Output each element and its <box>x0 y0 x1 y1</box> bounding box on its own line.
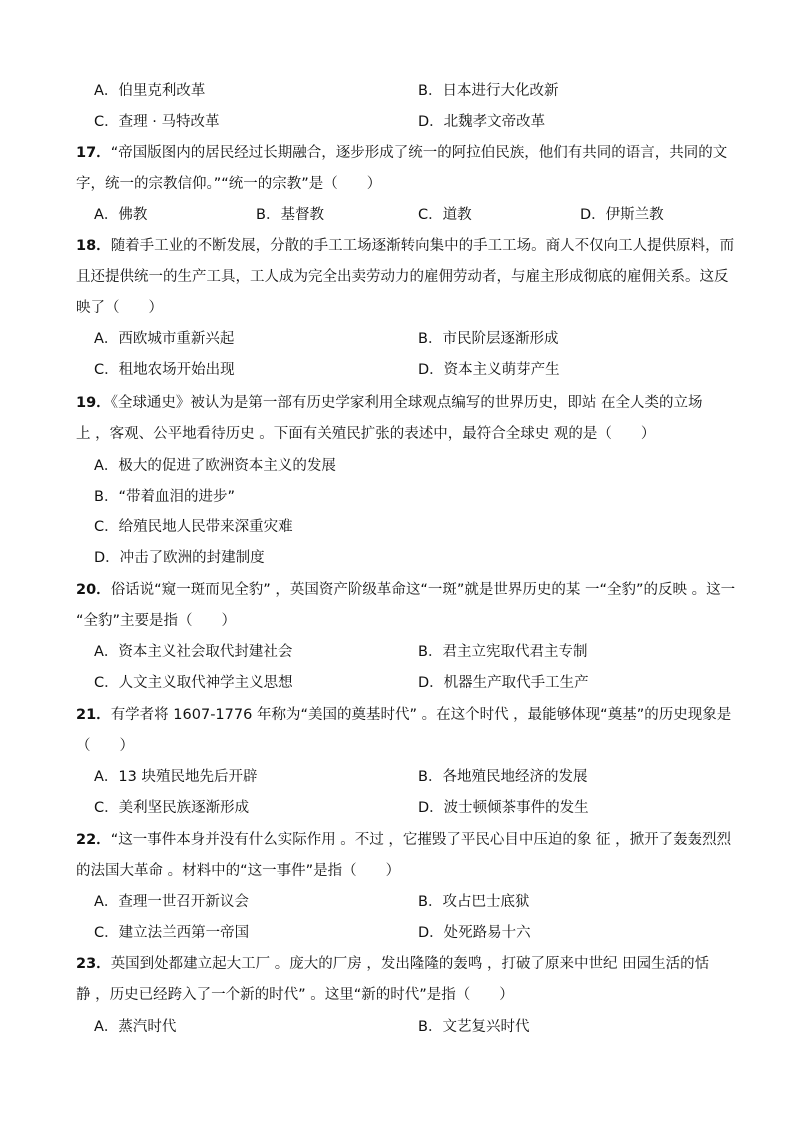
q20-option-a[interactable]: A．资本主义社会取代封建社会 <box>94 644 293 660</box>
q21-text-1: 有学者将 1607-1776 年称为“美国的奠基时代” 。在这个时代 ，最能够体现“奠基”的历史现象是 <box>110 707 732 723</box>
q16-option-c[interactable]: C．查理 · 马特改革 <box>94 114 220 130</box>
q20-stem-line-1 <box>76 580 756 600</box>
q20-option-b[interactable]: B．君主立宪取代君主专制 <box>418 644 588 660</box>
q18-option-a[interactable]: A．西欧城市重新兴起 <box>94 331 235 347</box>
q22-option-d[interactable]: D．处死路易十六 <box>418 925 531 941</box>
q18-option-c[interactable]: C．租地农场开始出现 <box>94 362 235 378</box>
q23-text-1: 英国到处都建立起大工厂 。庞大的厂房 ，发出隆隆的轰鸣 ，打破了原来中世纪 田园生活的恬 <box>110 956 710 972</box>
q18-number: 18． <box>76 238 111 254</box>
q22-stem-line-2: 的法国大革命 。材料中的“这一事件”是指（ ） <box>76 863 401 879</box>
q17-text-1: “帝国版图内的居民经过长期融合，逐步形成了统一的阿拉伯民族，他们有共同的语言，共同的文 <box>110 145 728 161</box>
q23-option-b[interactable]: B．文艺复兴时代 <box>418 1019 530 1035</box>
q20-stem-line-2: “全豹”主要是指（ ） <box>76 613 237 629</box>
q19-option-d[interactable]: D．冲击了欧洲的封建制度 <box>94 550 265 566</box>
q22-text-1: “这一事件本身并没有什么实际作用 。不过 ，它摧毁了平民心目中压迫的象 征 ，掀开了轰轰烈烈 <box>110 832 732 848</box>
q17-option-c[interactable]: C．道教 <box>418 207 472 223</box>
q23-stem-line-2: 静 ，历史已经跨入了一个新的时代” 。这里“新的时代”是指（ ） <box>76 987 514 1003</box>
q23-stem-line-1 <box>76 954 756 974</box>
q17-option-b[interactable]: B．基督教 <box>256 207 324 223</box>
q18-option-d[interactable]: D．资本主义萌芽产生 <box>418 362 560 378</box>
q21-option-a[interactable]: A．13 块殖民地先后开辟 <box>94 769 258 785</box>
q22-number: 22． <box>76 832 111 848</box>
q21-option-c[interactable]: C．美利坚民族逐渐形成 <box>94 800 250 816</box>
q21-option-b[interactable]: B．各地殖民地经济的发展 <box>418 769 588 785</box>
q19-stem-line-2: 上 ，客观、公平地看待历史 。下面有关殖民扩张的表述中，最符合全球史 观的是（ ） <box>76 426 656 442</box>
q17-number: 17． <box>76 145 111 161</box>
q18-stem-line-3: 映了（ ） <box>76 300 163 316</box>
q23-option-a[interactable]: A．蒸汽时代 <box>94 1019 177 1035</box>
q19-option-c[interactable]: C．给殖民地人民带来深重灾难 <box>94 519 293 535</box>
q23-number: 23． <box>76 956 111 972</box>
q22-stem-line-1 <box>76 830 756 850</box>
q19-option-a[interactable]: A．极大的促进了欧洲资本主义的发展 <box>94 458 336 474</box>
q21-stem-line-2: （ ） <box>76 738 134 754</box>
q17-option-d[interactable]: D．伊斯兰教 <box>580 207 664 223</box>
q20-option-c[interactable]: C．人文主义取代神学主义思想 <box>94 675 293 691</box>
q21-stem-line-1 <box>76 705 756 725</box>
q19-stem-line-1 <box>76 393 756 413</box>
q20-number: 20． <box>76 582 111 598</box>
q19-number: 19． <box>76 395 111 411</box>
q18-text-1: 随着手工业的不断发展，分散的手工工场逐渐转向集中的手工工场。商人不仅向工人提供原料，而 <box>110 238 735 254</box>
q19-text-1: 《全球通史》被认为是第一部有历史学家利用全球观点编写的世界历史，即站 在全人类的立场 <box>110 395 703 411</box>
q18-option-b[interactable]: B．市民阶层逐渐形成 <box>418 331 559 347</box>
q21-option-d[interactable]: D．波士顿倾茶事件的发生 <box>418 800 589 816</box>
q22-option-b[interactable]: B．攻占巴士底狱 <box>418 894 530 910</box>
q17-option-a[interactable]: A．佛教 <box>94 207 148 223</box>
q20-option-d[interactable]: D．机器生产取代手工生产 <box>418 675 589 691</box>
q16-option-d[interactable]: D．北魏孝文帝改革 <box>418 114 546 130</box>
q17-stem-line-2: 字，统一的宗教信仰。”“统一的宗教”是（ ） <box>76 176 382 192</box>
q17-stem-line-1 <box>76 143 756 163</box>
q16-option-a[interactable]: A．伯里克利改革 <box>94 83 206 99</box>
q20-text-1: 俗话说“窥一斑而见全豹” ，英国资产阶级革命这“一斑”就是世界历史的某 一“全豹”的反映 。这一 <box>110 582 736 598</box>
q21-number: 21． <box>76 707 111 723</box>
q22-option-a[interactable]: A．查理一世召开新议会 <box>94 894 249 910</box>
q18-stem-line-1 <box>76 236 756 256</box>
q16-option-b[interactable]: B．日本进行大化改新 <box>418 83 559 99</box>
q18-stem-line-2: 且还提供统一的生产工具，工人成为完全出卖劳动力的雇佣劳动者，与雇主形成彻底的雇佣关系。这反 <box>76 269 729 285</box>
q22-option-c[interactable]: C．建立法兰西第一帝国 <box>94 925 250 941</box>
q19-option-b[interactable]: B．“带着血泪的进步” <box>94 489 235 505</box>
